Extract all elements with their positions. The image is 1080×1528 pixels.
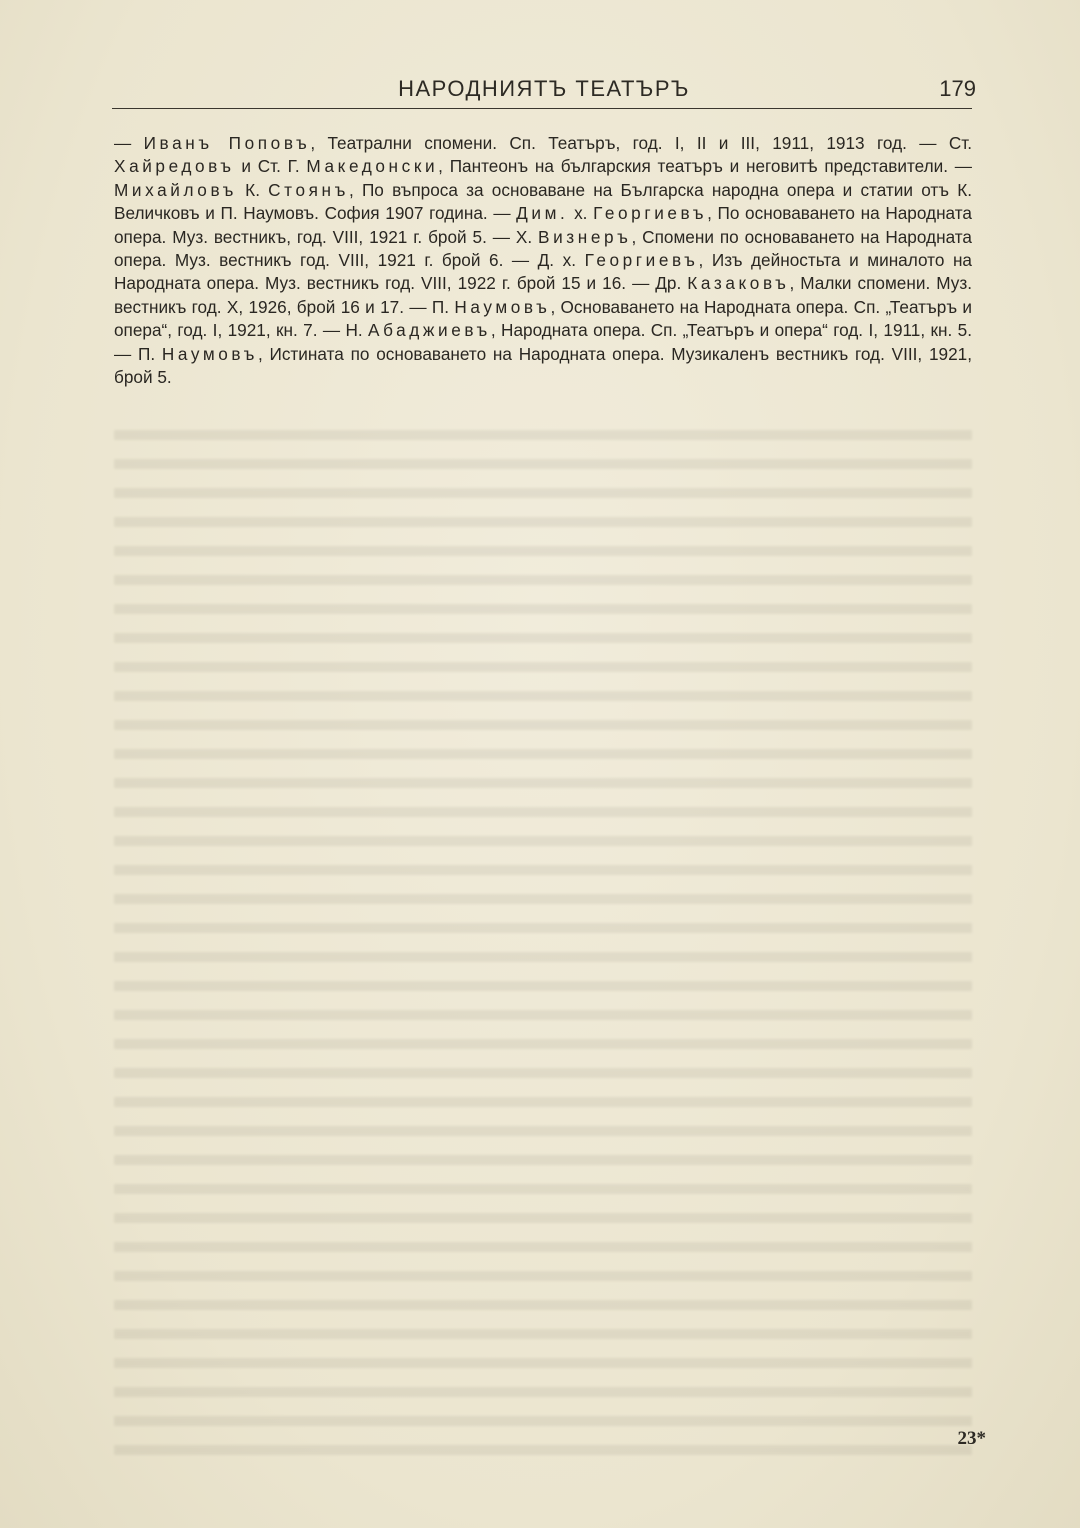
author-name: Македонски	[306, 156, 439, 177]
entry-text: , Истината по основаването на Народната опера. Музикаленъ вестникъ год. VIII, 1921, брой 5.	[114, 343, 972, 388]
entry-text: , Театрални спомени. Сп. Театъръ, год. I, II и III, 1911, 1913 год. —	[310, 133, 949, 153]
entry-prefix: Др.	[655, 273, 688, 294]
entry-text: , По въпроса за основаване на Българска народна опера и статии отъ К. Величковъ и П. Наумовъ. София 1907 година. —	[114, 179, 972, 224]
entry-text: и	[234, 156, 258, 177]
entry-prefix: П.	[431, 296, 455, 317]
entry-prefix: Д. х.	[537, 250, 585, 271]
author-name: Наумовъ	[161, 343, 258, 364]
entry-prefix: Ст. Г.	[257, 156, 307, 177]
page-header	[112, 76, 976, 108]
entry-text: , Народната опера. Сп. „Театъръ и опера“ год. I, 1911, кн. 5. —	[114, 320, 973, 364]
author-name: Иванъ Поповъ	[143, 133, 311, 153]
entry-prefix: Ст.	[948, 133, 972, 153]
running-title: НАРОДНИЯТЪ ТЕАТЪРЪ	[398, 76, 690, 101]
author-name: Визнеръ	[538, 226, 632, 247]
author-name: Дим.	[516, 203, 569, 224]
bibliography-entry	[258, 156, 972, 176]
entry-prefix: Х.	[515, 226, 538, 247]
bibliography-paragraph: — Иванъ Поповъ, Театрални спомени. Сп. Театъръ, год. I, II и III, 1911, 1913 год. — Ст. Хайредовъ и Ст. Г. Македонски, Пантеонъ на българския театъръ и неговитѣ представители. — Михайловъ К. Стоянъ, По въпроса за основаване на Българска народна опера и статии отъ К. Величковъ и П. Наумовъ. София 1907 година. — Дим. х. Георгиевъ, По основаването на Народната опера. Муз. вестникъ, год. VIII, 1921 г. брой 5. — Х. Визнеръ, Спомени по основаването на Народната опера. Муз. вестникъ год. VIII, 1921 г. брой 6. — Д. х. Георгиевъ, Изъ дейностьта и миналото на Народната опера. Муз. вестникъ год. VIII, 1922 г. брой 15 и 16. — Др. Казаковъ, Малки спомени. Муз. вестникъ год. X, 1926, брой 16 и 17. — П. Наумовъ, Основаването на Народната опера. Сп. „Театъръ и опера“, год. I, 1921, кн. 7. — Н. Абаджиевъ, Народната опера. Сп. „Театъръ и опера“ год. I, 1911, кн. 5. — П. Наумовъ, Истината по основаването на Народната опера. Музикаленъ вестникъ год. VIII, 1921, брой 5.	[114, 133, 973, 388]
bibliography-entry	[114, 180, 268, 200]
author-name: Георгиевъ	[584, 250, 699, 271]
page-number: 179	[939, 76, 976, 101]
author-name: Казаковъ	[687, 273, 790, 294]
entry-prefix: х.	[574, 203, 594, 224]
bleed-through-text	[114, 418, 972, 1458]
entry-text: , Основаването на Народната опера. Сп. „Театъръ и опера“, год. I, 1921, кн. 7. —	[114, 296, 973, 341]
entry-text: К.	[236, 179, 269, 200]
author-name: Наумовъ	[454, 296, 551, 317]
entry-prefix: П.	[137, 343, 162, 364]
author-name: Георгиевъ	[593, 203, 708, 224]
entry-text: , Пантеонъ на българския театъръ и неговитѣ представители. —	[438, 156, 972, 177]
entry-text: , Изъ дейностьта и миналото на Народната опера. Муз. вестникъ год. VIII, 1922 г. брой 15 и 16. —	[114, 250, 972, 294]
header-rule	[112, 108, 972, 109]
entry-text: , Спомени по основаването на Народната опера. Муз. вестникъ год. VIII, 1921 г. брой 6. —	[114, 226, 972, 271]
author-name: Михайловъ	[114, 179, 237, 200]
entry-prefix: Н.	[345, 320, 369, 341]
bibliography-entry	[144, 133, 949, 153]
author-name: Стоянъ	[268, 179, 349, 200]
author-name: Абаджиевъ	[368, 320, 491, 341]
entry-text: , Малки спомени. Муз. вестникъ год. X, 1926, брой 16 и 17. —	[114, 273, 972, 317]
signature-mark: 23*	[957, 1428, 986, 1449]
bibliography-entry	[114, 344, 972, 387]
bibliography-entry	[516, 203, 574, 223]
entry-text: , По основаването на Народната опера. Муз. вестникъ, год. VIII, 1921 г. брой 5. —	[114, 203, 972, 247]
author-name: Хайредовъ	[114, 156, 235, 177]
